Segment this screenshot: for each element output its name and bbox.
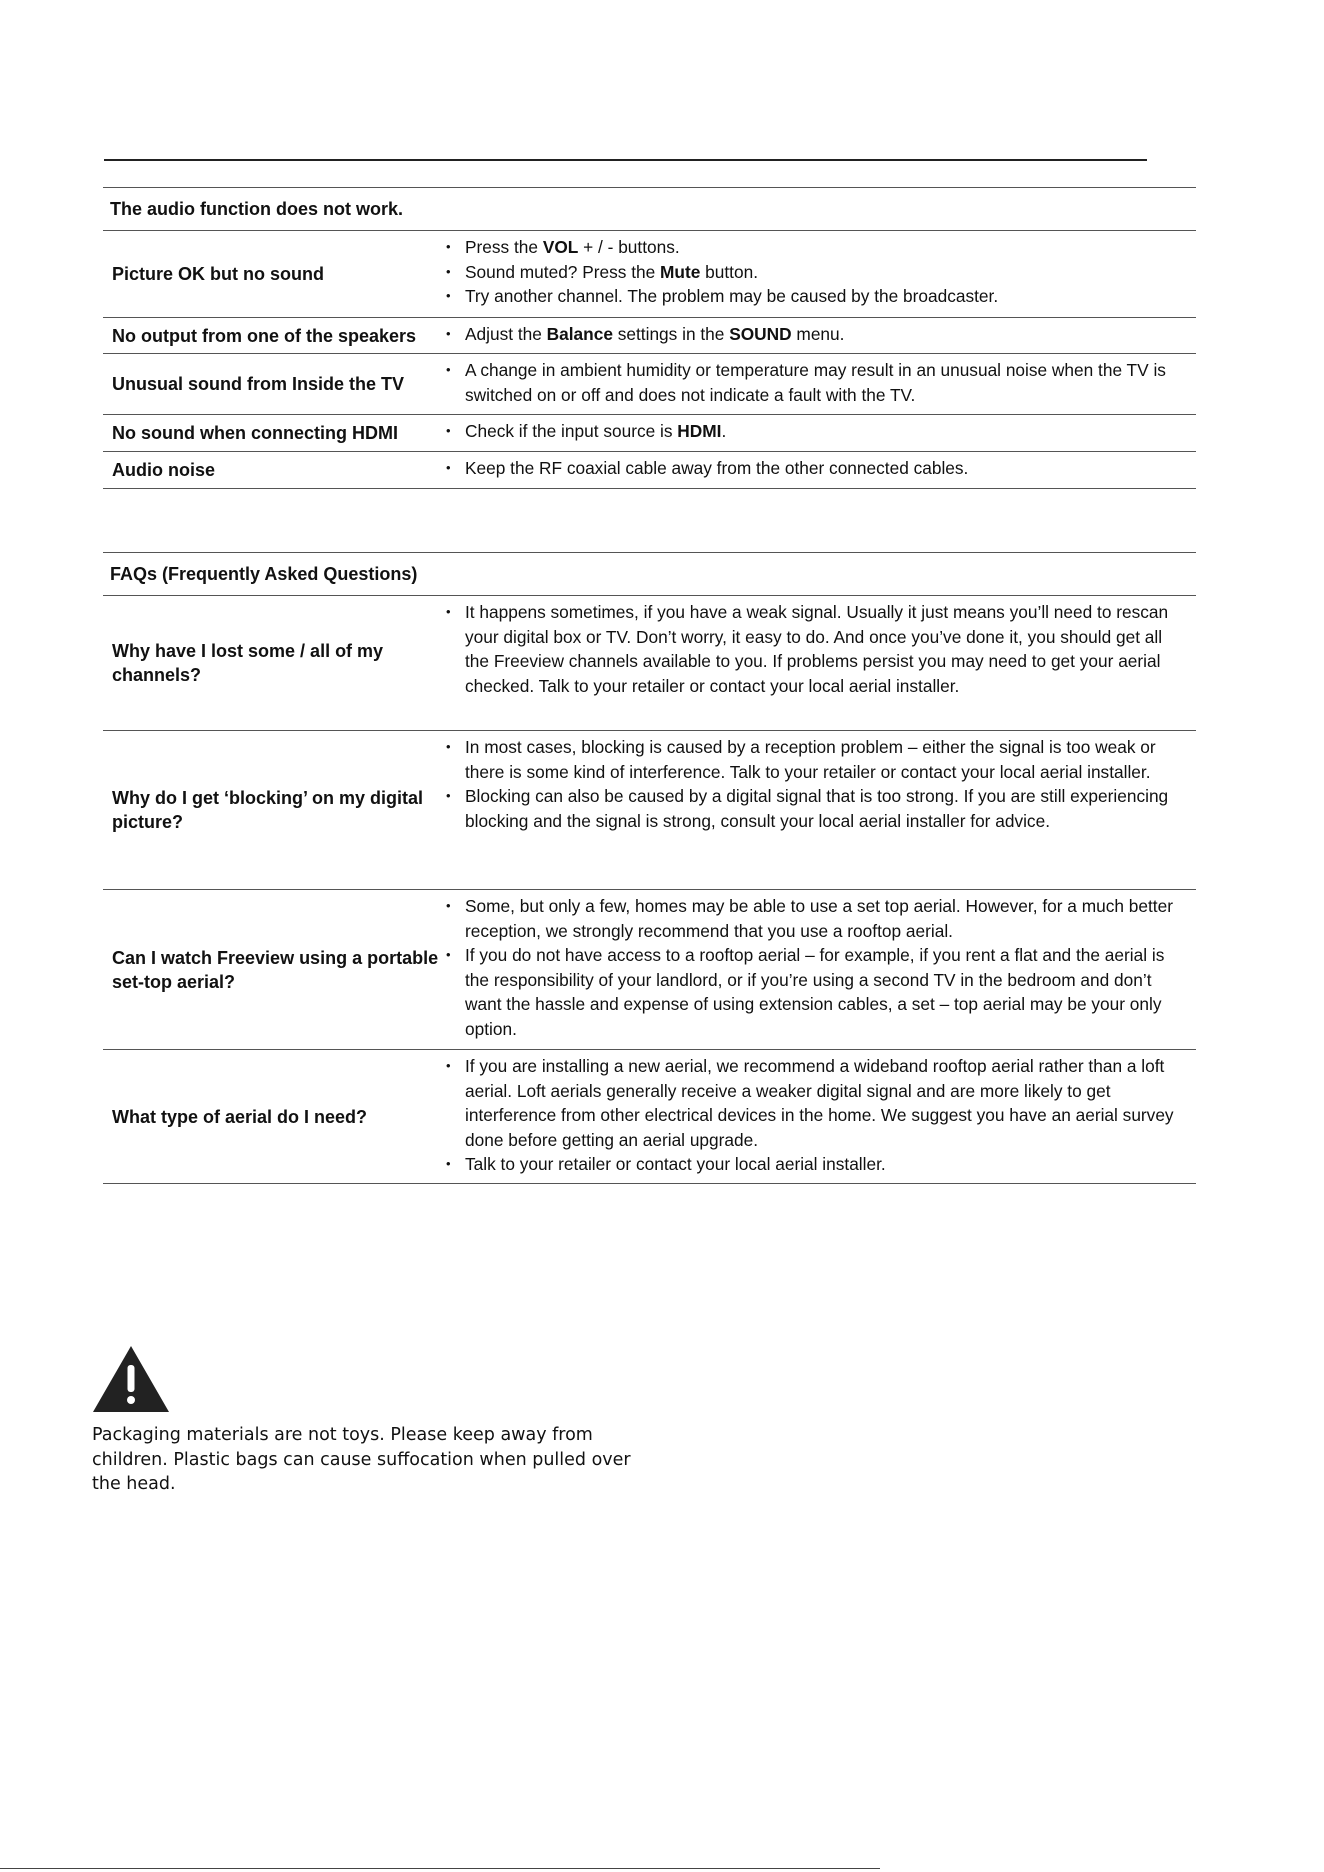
audio-troubleshooting-table: [103, 187, 1196, 489]
row-question: No output from one of the speakers: [112, 325, 417, 346]
bottom-rule: [0, 1868, 880, 1869]
row-question: Picture OK but no sound: [112, 264, 324, 284]
row-answers: [439, 231, 1196, 317]
row-answers: [439, 452, 1196, 488]
row-question: Can I watch Freeview using a portable set-top aerial?: [112, 947, 439, 992]
row-answers: [439, 596, 1196, 730]
row-question: Unusual sound from Inside the TV: [112, 374, 405, 394]
row-question: What type of aerial do I need?: [112, 1106, 368, 1127]
answer-item: • Sound muted? Press the Mute button.: [439, 260, 1188, 285]
row-answers: [439, 415, 1196, 451]
answer-item: • Some, but only a few, homes may be able to use a set top aerial. However, for a much better reception, we strongly recommend that you use a rooftop aerial.: [439, 894, 1188, 943]
row-answers: [439, 354, 1196, 414]
table-row: [103, 890, 1196, 1050]
answer-item: • Blocking can also be caused by a digital signal that is too strong. If you are still experiencing blocking and the signal is strong, consult your local aerial installer for advice.: [439, 784, 1188, 833]
table-row: [103, 452, 1196, 489]
row-answers: [439, 731, 1196, 889]
row-question: No sound when connecting HDMI: [112, 423, 398, 443]
answer-item: • Talk to your retailer or contact your local aerial installer.: [439, 1152, 1188, 1177]
answer-item: • A change in ambient humidity or temperature may result in an unusual noise when the TV is switched on or off and does not indicate a fault with the TV.: [439, 358, 1188, 407]
row-question: Why have I lost some / all of my channels?: [112, 641, 384, 685]
answer-item: • Check if the input source is HDMI.: [439, 419, 1188, 444]
table-row: [103, 318, 1196, 354]
warning-text: Packaging materials are not toys. Please keep away from children. Plastic bags can cause suffocation when pulled over the head.: [92, 1425, 631, 1494]
row-question: Audio noise: [112, 460, 215, 480]
answer-item: • Adjust the Balance settings in the SOUND menu.: [439, 322, 1188, 347]
warning-triangle-icon: [92, 1345, 170, 1413]
answer-item: • If you are installing a new aerial, we recommend a wideband rooftop aerial rather than a loft aerial. Loft aerials generally receive a weaker digital signal and are more likely to get interference from other electrical devices in the home. We suggest you have an aerial survey done before getting an aerial upgrade.: [439, 1054, 1188, 1152]
row-answers: [439, 318, 1196, 353]
table-row: [103, 415, 1196, 452]
answer-item: • In most cases, blocking is caused by a reception problem – either the signal is too weak or there is some kind of interference. Talk to your retailer or contact your local aerial installer.: [439, 735, 1188, 784]
answer-item: • It happens sometimes, if you have a weak signal. Usually it just means you’ll need to rescan your digital box or TV. Don’t worry, it easy to do. And once you’ve done it, you should get all the Freeview channels available to you. If problems persist you may need to get your aerial checked. Talk to your retailer or contact your local aerial installer.: [439, 600, 1188, 698]
answer-item: • If you do not have access to a rooftop aerial – for example, if you rent a flat and the aerial is the responsibility of your landlord, or if you’re using a second TV in the bedroom and don’t want the hassle and expense of using extension cables, a set – top aerial may be your only option.: [439, 943, 1188, 1041]
audio-table-header: The audio function does not work.: [103, 187, 1196, 231]
table-row: [103, 596, 1196, 731]
row-answers: [439, 1050, 1196, 1183]
packaging-warning: [92, 1345, 652, 1497]
row-question: Why do I get ‘blocking’ on my digital picture?: [112, 788, 424, 832]
faq-table: [103, 552, 1196, 1184]
table-row: [103, 1050, 1196, 1184]
answer-item: • Press the VOL + / - buttons.: [439, 235, 1188, 260]
faq-table-header: FAQs (Frequently Asked Questions): [103, 552, 1196, 596]
table-row: [103, 731, 1196, 890]
table-row: [103, 231, 1196, 318]
row-answers: [439, 890, 1196, 1049]
top-rule: [104, 159, 1147, 161]
answer-item: • Keep the RF coaxial cable away from the other connected cables.: [439, 456, 1188, 481]
answer-item: • Try another channel. The problem may be caused by the broadcaster.: [439, 284, 1188, 309]
table-row: [103, 354, 1196, 415]
